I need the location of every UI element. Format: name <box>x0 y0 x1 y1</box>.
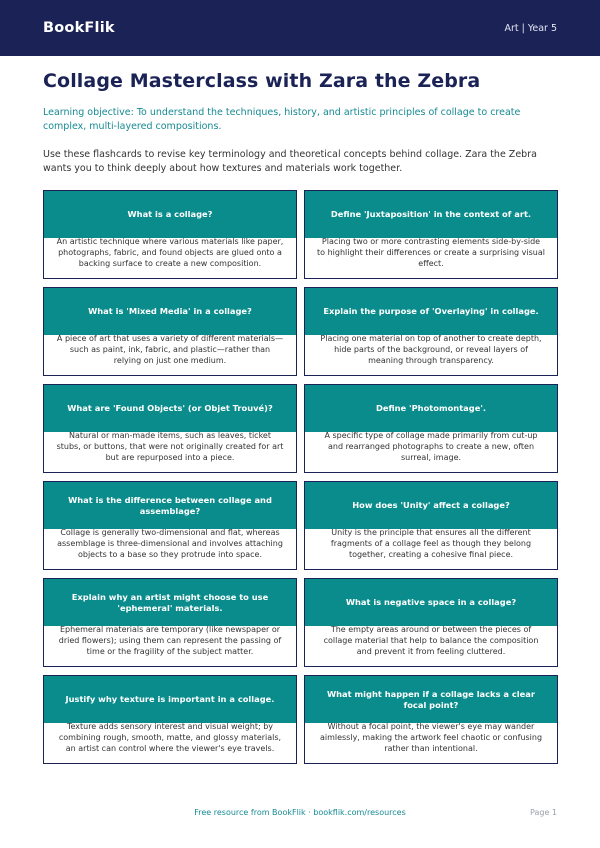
flashcard-question: What are 'Found Objects' (or Objet Trouvé)? <box>44 385 296 432</box>
flashcard-answer: Collage is generally two-dimensional and flat, whereas assemblage is three-dimensional and involves attaching objects to a base so they protrude into space. <box>57 528 283 559</box>
main-content <box>0 70 600 764</box>
flashcard <box>304 481 558 570</box>
flashcard-question: What is the difference between collage and assemblage? <box>44 482 296 529</box>
flashcard <box>304 190 558 279</box>
flashcard-answer: An artistic technique where various materials like paper, photographs, fabric, and found objects are glued onto a backing surface to create a new composition. <box>56 237 284 268</box>
flashcard-answer: A piece of art that uses a variety of different materials—such as paint, ink, fabric, and plastic—rather than relying on just one medium. <box>56 334 284 365</box>
flashcard-question: Explain why an artist might choose to use 'ephemeral' materials. <box>44 579 296 626</box>
flashcard-answer: A specific type of collage made primarily from cut-up and rearranged photographs to create a new, often surreal, image. <box>324 431 538 462</box>
flashcard <box>43 578 297 667</box>
flashcard <box>304 384 558 473</box>
flashcard <box>43 384 297 473</box>
flashcard-question: What is a collage? <box>44 191 296 238</box>
flashcard-question: What is negative space in a collage? <box>305 579 557 626</box>
flashcard <box>304 287 558 376</box>
footer-link[interactable]: Free resource from BookFlik · bookflik.com/resources <box>194 808 406 817</box>
flashcard-grid <box>43 190 557 764</box>
top-bar <box>0 0 600 56</box>
flashcard-question: Define 'Juxtaposition' in the context of art. <box>305 191 557 238</box>
brand-logo-text[interactable]: BookFlik <box>43 20 115 36</box>
flashcard <box>43 481 297 570</box>
flashcard <box>304 675 558 764</box>
flashcard-question: Define 'Photomontage'. <box>305 385 557 432</box>
flashcard-question: What might happen if a collage lacks a clear focal point? <box>305 676 557 723</box>
flashcard-answer: Placing one material on top of another to create depth, hide parts of the background, or reveal layers of meaning through transparency. <box>320 334 542 365</box>
page-number: Page 1 <box>530 808 557 817</box>
flashcard-answer: Natural or man-made items, such as leaves, ticket stubs, or buttons, that were not originally created for art but are repurposed into a piece. <box>56 431 284 462</box>
flashcard-answer: Unity is the principle that ensures all the different fragments of a collage feel as though they belong together, creating a cohesive final piece. <box>330 528 532 559</box>
flashcard-answer: Texture adds sensory interest and visual weight; by combining rough, smooth, matte, and glossy materials, an artist can control where the viewer's eye travels. <box>58 722 282 753</box>
flashcard-answer: Ephemeral materials are temporary (like newspaper or dried flowers); using them can represent the passing of time or the fragility of the subject matter. <box>58 625 282 656</box>
flashcard-answer: The empty areas around or between the pieces of collage material that help to balance the composition and prevent it from feeling cluttered. <box>323 625 539 656</box>
flashcard-question: Explain the purpose of 'Overlaying' in collage. <box>305 288 557 335</box>
page-title: Collage Masterclass with Zara the Zebra <box>43 70 481 92</box>
flashcard-answer: Without a focal point, the viewer's eye may wander aimlessly, making the artwork feel chaotic or confusing rather than intentional. <box>319 722 543 753</box>
flashcard <box>43 675 297 764</box>
flashcard-question: How does 'Unity' affect a collage? <box>305 482 557 529</box>
flashcard-question: What is 'Mixed Media' in a collage? <box>44 288 296 335</box>
flashcard <box>43 190 297 279</box>
learning-objective: Learning objective: To understand the techniques, history, and artistic principles of collage to create complex, multi-layered compositions. <box>43 107 521 132</box>
flashcard-question: Justify why texture is important in a collage. <box>44 676 296 723</box>
flashcard <box>43 287 297 376</box>
intro-text: Use these flashcards to revise key terminology and theoretical concepts behind collage. Zara the Zebra wants you to think deeply about how textures and materials work together. <box>43 149 537 174</box>
flashcard <box>304 578 558 667</box>
breadcrumb: Art | Year 5 <box>504 22 557 34</box>
flashcard-answer: Placing two or more contrasting elements side-by-side to highlight their differences or create a surprising visual effect. <box>317 237 545 268</box>
